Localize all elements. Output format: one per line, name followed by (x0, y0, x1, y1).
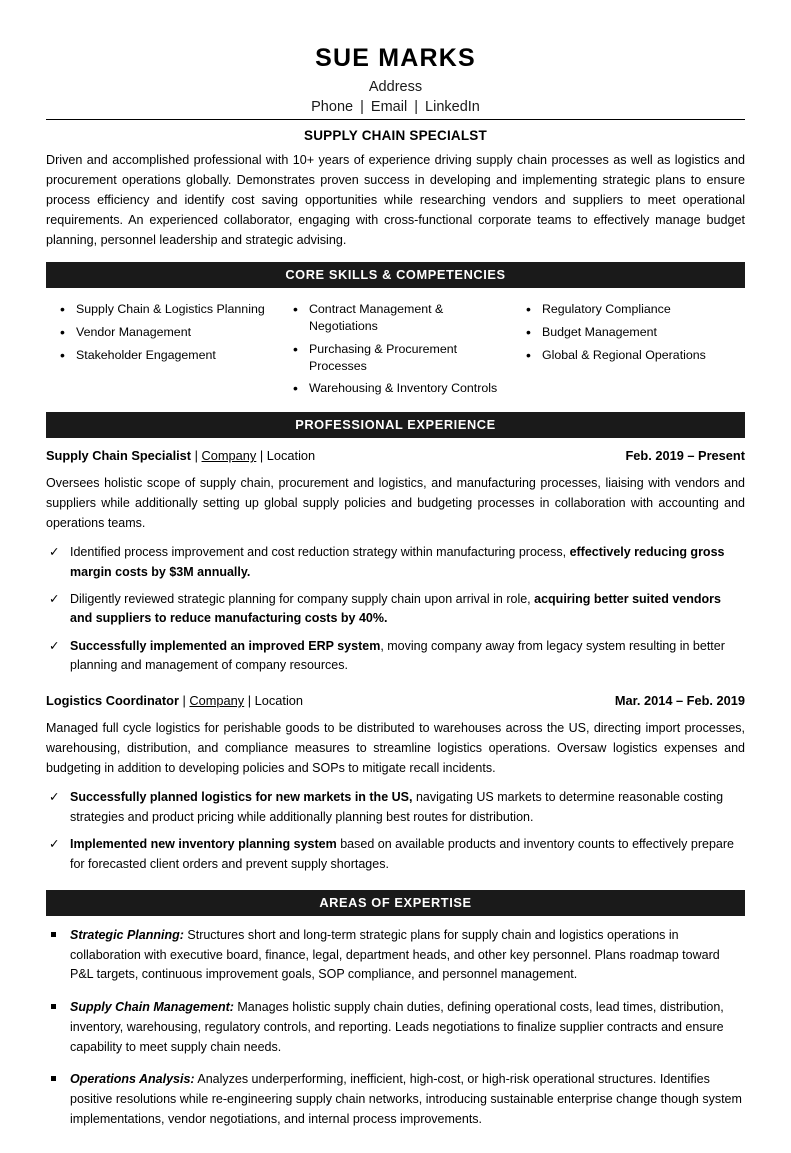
list-item (46, 998, 745, 1057)
expertise-label: Strategic Planning: (70, 927, 184, 942)
list-item: • Stakeholder Engagement (58, 344, 279, 367)
expertise-label: Supply Chain Management: (70, 1000, 234, 1015)
contact-separator-2: | (414, 99, 418, 115)
list-item: • Vendor Management (58, 321, 279, 344)
job-title-2: Logistics Coordinator (46, 693, 179, 709)
list-item (46, 590, 745, 629)
job-heading-1: Supply Chain Specialist | Company | Location Feb. 2019 – Present (46, 448, 745, 464)
contact-linkedin: LinkedIn (425, 99, 480, 115)
job-dates-2: Mar. 2014 – Feb. 2019 (614, 693, 745, 709)
job-heading-2: Logistics Coordinator | Company | Location Mar. 2014 – Feb. 2019 (46, 693, 745, 709)
list-item (46, 835, 745, 874)
contact-line (46, 99, 745, 115)
list-item: • Global & Regional Operations (524, 344, 745, 367)
bullet-text: Diligently reviewed strategic planning for company supply chain upon arrival in role, (70, 591, 535, 606)
section-header-core-skills: CORE SKILLS & COMPETENCIES (46, 262, 745, 288)
job-company-2[interactable]: Company (189, 693, 245, 709)
job-description-1: Oversees holistic scope of supply chain, procurement and logistics, and manufacturing processes, liaising with vendors and suppliers while additionally setting up global supply policies and budgeting processes in collaboration with accounting and operations teams. (46, 476, 745, 531)
bullet-tail: based on available products and inventory counts to effectively prepare for forecasted client orders and prevent supply shortages. (70, 837, 734, 871)
job-location-2: Location (254, 693, 304, 709)
bullet-highlight: Successfully planned logistics for new markets in the US, (70, 790, 413, 805)
expertise-text: Analyzes underperforming, inefficient, high-cost, or high-risk operational structures. Identifies positive resolutions while re-engineering supply chain networks, introducing sustainable enterprise change though system implementations, vendor negotiations, and internal process improvements. (70, 1072, 742, 1126)
bullet-tail: navigating US markets to determine reasonable costing strategies and product pricing while additionally planning best routes for distribution. (70, 790, 724, 824)
job-location-1: Location (266, 448, 316, 464)
job-bullets-1 (46, 543, 745, 675)
list-item (46, 543, 745, 582)
expertise-list (46, 926, 745, 1130)
professional-summary: Driven and accomplished professional with 10+ years of experience driving supply chain processes as well as logistics and procurement operations globally. Demonstrates proven success in developing and implementing strategic plans to ensure process efficiency and identify cost saving opportunities while researching vendors and suppliers to meet operational requirements. An experienced collaborator, engaging with cross-functional corporate teams to effectively manage budget planning, personnel leadership and strategic advising. (46, 153, 745, 247)
bullet-highlight: effectively reducing gross margin costs by $3M annually. (70, 545, 725, 579)
list-item: • Purchasing & Procurement Processes (291, 338, 512, 377)
list-item (46, 926, 745, 985)
bullet-highlight: Successfully implemented an improved ERP system (70, 638, 381, 653)
expertise-label: Operations Analysis: (70, 1072, 195, 1087)
list-item: • Contract Management & Negotiations (291, 298, 512, 337)
list-item: • Warehousing & Inventory Controls (291, 377, 512, 400)
target-job-title: SUPPLY CHAIN SPECIALST (304, 128, 487, 143)
job-description-2: Managed full cycle logistics for perishable goods to be distributed to warehouses across the US, directing import processes, warehousing, distribution, and compliance measures to streamline logistics operations. Oversaw logistics expenses and budgeting in addition to developing policies and SOPs to mitigate recall incidents. (46, 721, 745, 776)
core-skills-grid (46, 298, 745, 400)
contact-email: Email (370, 99, 408, 115)
section-header-areas-of-expertise: AREAS OF EXPERTISE (46, 890, 745, 916)
expertise-text: Structures short and long-term strategic plans for supply chain and logistics operations in collaboration with executive board, finance, legal, department heads, and other key personnel. Plans roadmap toward P&L targets, continuous improvement goals, SOP compliance, and personnel management. (70, 927, 720, 982)
candidate-address: Address (368, 79, 423, 95)
list-item (46, 637, 745, 676)
job-dates-1: Feb. 2019 – Present (625, 448, 745, 464)
expertise-text: Manages holistic supply chain duties, defining operational costs, lead times, distribution, inventory, warehousing, regulatory controls, and reporting. Leads negotiations to finalize supplier contracts and ensure capability to meet supply chain needs. (70, 1000, 724, 1054)
bullet-highlight: acquiring better suited vendors and suppliers to reduce manufacturing costs by 40%. (70, 591, 721, 626)
job-title-1: Supply Chain Specialist (46, 448, 192, 464)
contact-separator-1: | (360, 99, 364, 115)
bullet-tail: , moving company away from legacy system resulting in better planning and management of company resources. (70, 638, 725, 672)
list-item (46, 788, 745, 827)
core-skills-column-3 (512, 298, 745, 400)
list-item: • Regulatory Compliance (524, 298, 745, 321)
bullet-text: Identified process improvement and cost reduction strategy within manufacturing process, (70, 545, 570, 560)
job-company-1[interactable]: Company (201, 448, 257, 464)
header-divider (46, 119, 745, 120)
list-item (46, 1070, 745, 1129)
job-bullets-2 (46, 788, 745, 874)
core-skills-column-2 (279, 298, 512, 400)
contact-phone: Phone (311, 99, 354, 115)
list-item: • Supply Chain & Logistics Planning (58, 298, 279, 321)
bullet-highlight: Implemented new inventory planning system (70, 837, 337, 852)
candidate-name: SUE MARKS (315, 44, 476, 72)
core-skills-column-1 (46, 298, 279, 400)
list-item: • Budget Management (524, 321, 745, 344)
section-header-professional-experience: PROFESSIONAL EXPERIENCE (46, 412, 745, 438)
